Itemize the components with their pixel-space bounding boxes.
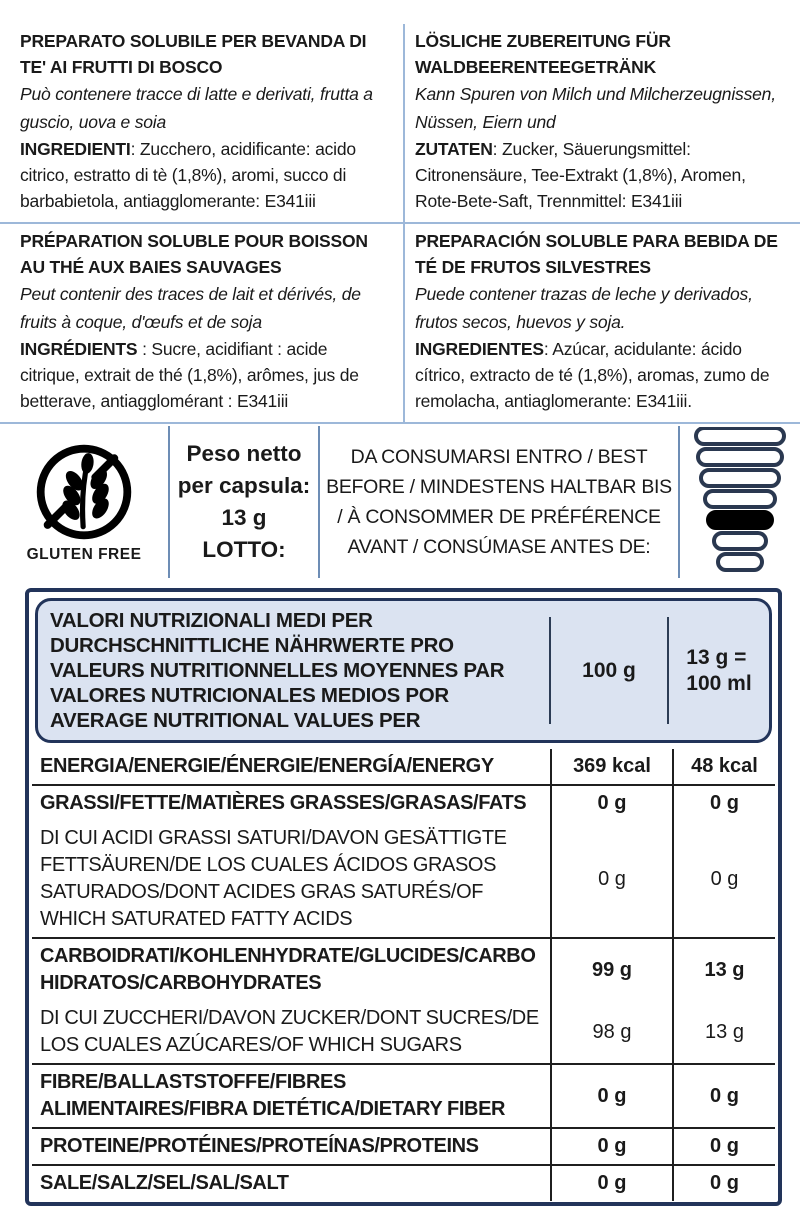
row-label: GRASSI/FETTE/MATIÈRES GRASSES/GRASAS/FATS: [40, 792, 527, 814]
section-spanish: [403, 224, 800, 424]
nutrition-table-header: [35, 598, 772, 743]
value-13g: 0 g: [672, 786, 775, 821]
product-title-fr: PRÉPARATION SOLUBLE POUR BOISSON AU THÉ AUX BAIES SAUVAGES: [20, 231, 368, 277]
nutrition-table-body: [29, 749, 778, 1202]
capsule-indicator-block: [678, 426, 800, 578]
nutrition-header-title: [38, 601, 549, 740]
allergen-note-it: Può contenere tracce di latte e derivati, frutta a guscio, uova e soia: [20, 84, 373, 132]
net-weight-line-2: per capsula:: [177, 473, 311, 498]
nutrition-table: [25, 588, 782, 1206]
best-before-line-1: DA CONSUMARSI ENTRO / BEST: [350, 446, 648, 468]
section-french: [0, 224, 403, 424]
row-label: FIBRE/BALLASTSTOFFE/FIBRES ALIMENTAIRES/FIBRA DIETÉTICA/DIETARY FIBER: [40, 1071, 506, 1120]
header-title-line-es: VALORES NUTRICIONALES MEDIOS POR: [50, 684, 449, 707]
ingredients-text-es: : Azúcar, acidulante: ácido cítrico, extracto de té (1,8%), aromas, zumo de remolacha, antiaglomerante: E341iii.: [415, 339, 770, 411]
value-13g: 48 kcal: [672, 749, 775, 784]
value-13g: 0 g: [672, 821, 775, 937]
column-header-13g-line1: 13 g =: [686, 645, 747, 669]
ingredients-text-fr: : Sucre, acidifiant : acide citrique, extrait de thé (1,8%), arômes, jus de betterave, antiagglomérant : E341iii: [20, 339, 359, 411]
product-title-it: PREPARATO SOLUBILE PER BEVANDA DI TE' AI FRUTTI DI BOSCO: [20, 31, 367, 77]
ingredients-es: [415, 336, 788, 414]
ingredients-label-fr: INGRÉDIENTS: [20, 339, 138, 359]
product-label: [0, 24, 800, 1195]
allergen-note-es: Puede contener trazas de leche y derivados, frutos secos, huevos y soja.: [415, 284, 753, 332]
value-100g: 369 kcal: [550, 749, 672, 784]
best-before-line-4: AVANT / CONSÚMASE ANTES DE:: [347, 536, 651, 558]
value-100g: 0 g: [550, 821, 672, 937]
net-weight-line-1: Peso netto: [186, 441, 302, 466]
ingredients-de: [415, 136, 788, 214]
capsule-level-indicator: [686, 427, 794, 577]
ingredients-label-es: INGREDIENTES: [415, 339, 544, 359]
value-13g: 0 g: [672, 1166, 775, 1201]
value-13g: 13 g: [672, 939, 775, 1001]
header-title-line-fr: VALEURS NUTRITIONNELLES MOYENNES PAR: [50, 659, 505, 682]
row-label: ENERGIA/ENERGIE/ÉNERGIE/ENERGÍA/ENERGY: [40, 755, 494, 777]
gluten-free-block: [0, 426, 168, 578]
row-saturated-fats: [32, 821, 775, 937]
value-100g: 0 g: [550, 1065, 672, 1127]
allergen-note-fr: Peut contenir des traces de lait et dérivés, de fruits à coque, d'œufs et de soja: [20, 284, 361, 332]
value-13g: 13 g: [672, 1001, 775, 1063]
section-german: [403, 24, 800, 224]
allergen-note-de: Kann Spuren von Milch und Milcherzeugnissen, Nüssen, Eiern und: [415, 84, 776, 132]
value-100g: 0 g: [550, 786, 672, 821]
ingredients-fr: [20, 336, 391, 414]
best-before-line-2: BEFORE / MINDESTENS HALTBAR BIS: [326, 476, 672, 498]
ingredients-label-de: ZUTATEN: [415, 139, 493, 159]
column-header-100g: 100 g: [582, 658, 636, 682]
row-label: SALE/SALZ/SEL/SAL/SALT: [40, 1172, 289, 1194]
value-100g: 0 g: [550, 1166, 672, 1201]
net-weight-block: [168, 426, 318, 578]
value-100g: 99 g: [550, 939, 672, 1001]
row-proteins: [32, 1127, 775, 1164]
best-before-line-3: / À CONSOMMER DE PRÉFÉRENCE: [337, 506, 661, 528]
row-label: PROTEINE/PROTÉINES/PROTEÍNAS/PROTEINS: [40, 1135, 479, 1157]
row-label: CARBOIDRATI/KOHLENHYDRATE/GLUCIDES/CARBOHIDRATOS/CARBOHYDRATES: [40, 945, 536, 994]
language-sections: [0, 24, 800, 424]
value-100g: 0 g: [550, 1129, 672, 1164]
net-weight-value: 13 g: [221, 505, 267, 530]
ingredients-label-it: INGREDIENTI: [20, 139, 131, 159]
header-title-line-it: VALORI NUTRIZIONALI MEDI PER: [50, 609, 373, 632]
value-13g: 0 g: [672, 1065, 775, 1127]
row-fiber: [32, 1063, 775, 1127]
value-100g: 98 g: [550, 1001, 672, 1063]
row-label: DI CUI ACIDI GRASSI SATURI/DAVON GESÄTTIGTE FETTSÄUREN/DE LOS CUALES ÁCIDOS GRASOS SATURADOS/DONT ACIDES GRAS SATURÉS/OF WHICH SATURATED FATTY ACIDS: [40, 827, 507, 930]
product-title-es: PREPARACIÓN SOLUBLE PARA BEBIDA DE TÉ DE FRUTOS SILVESTRES: [415, 231, 778, 277]
row-sugars: [32, 1001, 775, 1063]
row-carbohydrates: [32, 937, 775, 1001]
ingredients-it: [20, 136, 391, 214]
lot-label: LOTTO:: [202, 537, 286, 562]
product-title-de: LÖSLICHE ZUBEREITUNG FÜR WALDBEERENTEEGETRÄNK: [415, 31, 671, 77]
header-title-line-de: DURCHSCHNITTLICHE NÄHRWERTE PRO: [50, 634, 454, 657]
gluten-free-label: GLUTEN FREE: [26, 546, 142, 563]
column-header-13g-line2: 100 ml: [686, 671, 752, 695]
info-band: [0, 426, 800, 578]
ingredients-text-it: : Zucchero, acidificante: acido citrico, estratto di tè (1,8%), aromi, succo di barbabietola, antiagglomerante: E341iii: [20, 139, 356, 211]
row-energy: [32, 749, 775, 784]
header-title-line-en: AVERAGE NUTRITIONAL VALUES PER: [50, 709, 421, 732]
best-before-block: [318, 426, 678, 578]
value-13g: 0 g: [672, 1129, 775, 1164]
ingredients-text-de: : Zucker, Säuerungsmittel: Citronensäure, Tee-Extrakt (1,8%), Aromen, Rote-Bete-Saft, Trennmittel: E341iii: [415, 139, 746, 211]
crossed-grain-icon: [32, 440, 136, 544]
row-label: DI CUI ZUCCHERI/DAVON ZUCKER/DONT SUCRES/DE LOS CUALES AZÚCARES/OF WHICH SUGARS: [40, 1007, 539, 1056]
row-fats: [32, 784, 775, 821]
column-header-13g: [669, 601, 769, 740]
row-salt: [32, 1164, 775, 1201]
section-italian: [0, 24, 403, 224]
